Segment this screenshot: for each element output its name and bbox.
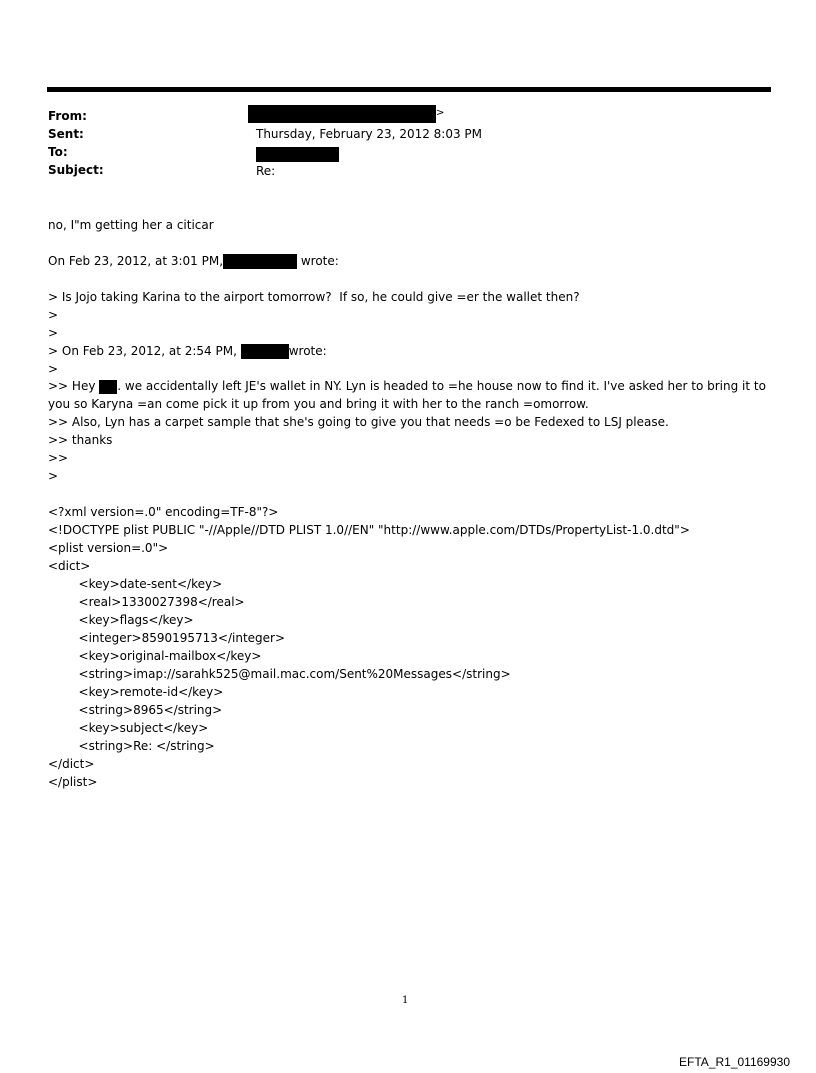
quote2-suffix: wrote: (288, 344, 327, 358)
hey-rest: . we accidentally left JE's wallet in NY. Lyn is headed to =he house now to find it. I've asked her to bring it to you so Karyna =an come pick it up from you and bring it with her to the ranch =omorrow. (48, 379, 766, 411)
plist-line: <string>Re: </string> (48, 739, 215, 753)
quote1-attribution (48, 252, 339, 270)
plist-line: <dict> (48, 559, 91, 573)
plist-line: <plist version=.0"> (48, 541, 169, 555)
to-label: To: (48, 145, 68, 159)
sent-label: Sent: (48, 127, 84, 141)
header-rule (47, 87, 771, 92)
from-value (248, 104, 444, 123)
plist-line: <string>8965</string> (48, 703, 223, 717)
subject-label: Subject: (48, 163, 104, 177)
plist-line: <string>imap://sarahk525@mail.mac.com/Sent%20Messages</string> (48, 667, 511, 681)
quote2-prefix: > On Feb 23, 2012, at 2:54 PM, (48, 344, 241, 358)
hey-prefix: >> Hey (48, 379, 100, 393)
sent-value: Thursday, February 23, 2012 8:03 PM (256, 127, 483, 141)
plist-line: <real>1330027398</real> (48, 595, 245, 609)
quoted-line: > (48, 326, 59, 340)
quoted-line: >> (48, 451, 69, 465)
quoted-line: > (48, 362, 59, 376)
quoted-line: >> thanks (48, 433, 113, 447)
quoted-line: > (48, 308, 59, 322)
redaction-bar (248, 105, 436, 123)
page-number: 1 (402, 995, 409, 1006)
redaction-bar (241, 344, 289, 359)
redaction-bar (223, 254, 297, 269)
quoted-paragraph (48, 377, 768, 413)
quoted-line: >> Also, Lyn has a carpet sample that she's going to give you that needs =o be Fedexed to LSJ please. (48, 415, 669, 429)
plist-line: <?xml version=.0" encoding=TF-8"?> (48, 505, 279, 519)
quote2-attribution (48, 342, 327, 360)
plist-line: <key>date-sent</key> (48, 577, 223, 591)
quoted-line: > (48, 469, 59, 483)
quote1-prefix: On Feb 23, 2012, at 3:01 PM, (48, 254, 224, 268)
from-label: From: (48, 109, 87, 123)
reply-line: no, I"m getting her a citicar (48, 218, 214, 232)
plist-line: </dict> (48, 757, 95, 771)
quote1-suffix: wrote: (297, 254, 339, 268)
subject-value: Re: (256, 164, 276, 178)
redaction-bar (99, 380, 117, 394)
plist-line: <!DOCTYPE plist PUBLIC "-//Apple//DTD PLIST 1.0//EN" "http://www.apple.com/DTDs/PropertyList-1.0.dtd"> (48, 523, 690, 537)
plist-line: <key>subject</key> (48, 721, 209, 735)
from-suffix: > (436, 107, 445, 119)
plist-line: <key>original-mailbox</key> (48, 649, 262, 663)
to-value (256, 145, 339, 163)
quoted-line: > Is Jojo taking Karina to the airport tomorrow? If so, he could give =er the wallet then? (48, 290, 580, 304)
document-id: EFTA_R1_01169930 (679, 1055, 790, 1069)
plist-line: <key>remote-id</key> (48, 685, 224, 699)
plist-line: </plist> (48, 775, 98, 789)
plist-line: <key>flags</key> (48, 613, 194, 627)
redaction-bar (256, 147, 339, 162)
plist-line: <integer>8590195713</integer> (48, 631, 286, 645)
